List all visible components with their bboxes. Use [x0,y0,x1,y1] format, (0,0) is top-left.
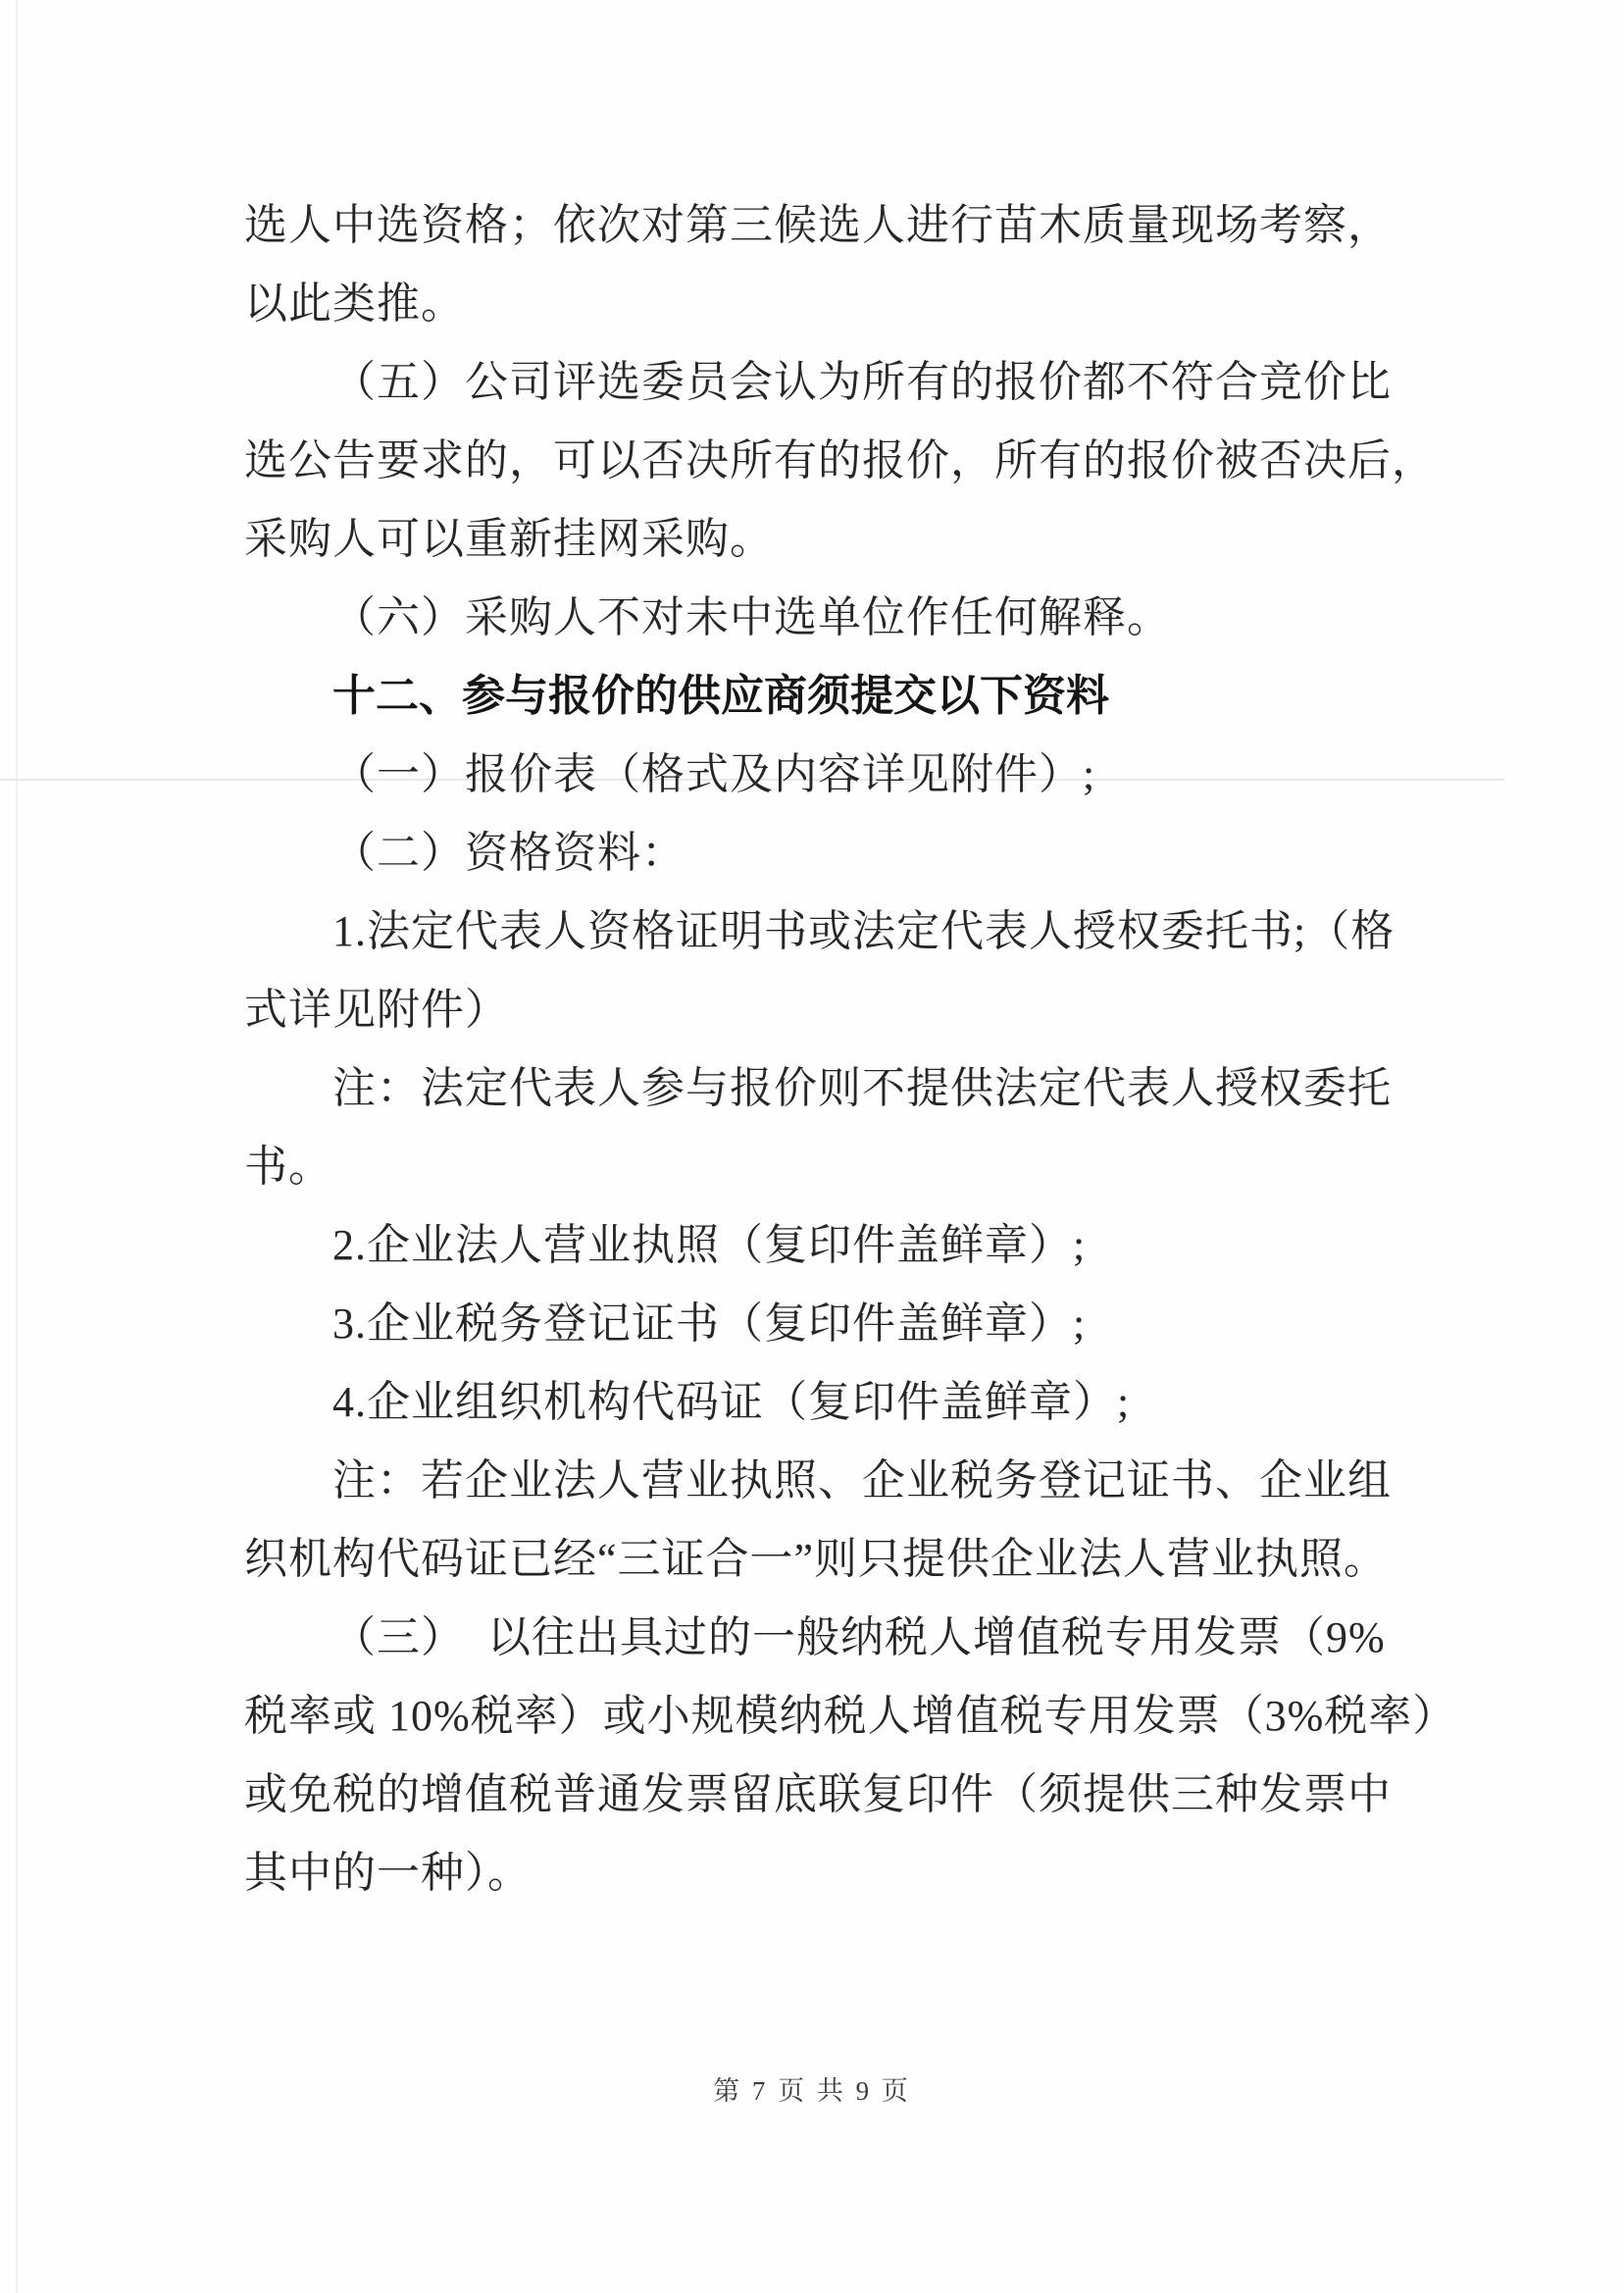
page-number: 第 7 页 共 9 页 [713,2076,911,2106]
text-line: 注：法定代表人参与报价则不提供法定代表人授权委托 [332,1064,1392,1112]
text-line: 织机构代码证已经“三证合一”则只提供企业法人营业执照。 [244,1535,1389,1583]
text-line: 1.法定代表人资格证明书或法定代表人授权委托书;（格 [332,907,1396,955]
text-line: 4.企业组织机构代码证（复印件盖鲜章）; [332,1378,1131,1426]
text-line: 3.企业税务登记证书（复印件盖鲜章）; [332,1299,1087,1348]
text-line: 税率或 10%税率）或小规模纳税人增值税专用发票（3%税率） [244,1692,1457,1740]
text-line: 采购人可以重新挂网采购。 [244,515,774,563]
text-line: 2.企业法人营业执照（复印件盖鲜章）; [332,1221,1087,1269]
text-line: （二）资格资料： [332,829,685,877]
text-line: 其中的一种）。 [244,1849,532,1897]
text-line: 以此类推。 [244,280,465,328]
text-line: 式详见附件） [244,986,509,1034]
text-line: （一）报价表（格式及内容详见附件）; [332,750,1096,798]
section-heading: 十二、参与报价的供应商须提交以下资料 [332,672,1109,720]
text-line: 注：若企业法人营业执照、企业税务登记证书、企业组 [332,1456,1392,1504]
text-line: （三） 以往出具过的一般纳税人增值税专用发票（9% [332,1613,1386,1661]
text-line: 书。 [244,1143,332,1191]
document-body [244,186,1456,1912]
text-line: 或免税的增值税普通发票留底联复印件（须提供三种发票中 [244,1770,1392,1818]
scan-edge-artifact [16,0,18,2293]
text-line: 选公告要求的，可以否决所有的报价，所有的报价被否决后， [244,436,1436,484]
text-line: 选人中选资格；依次对第三候选人进行苗木质量现场考察， [244,201,1392,249]
text-line: （六）采购人不对未中选单位作任何解释。 [332,593,1171,641]
text-line: （五）公司评选委员会认为所有的报价都不符合竞价比 [332,358,1392,406]
